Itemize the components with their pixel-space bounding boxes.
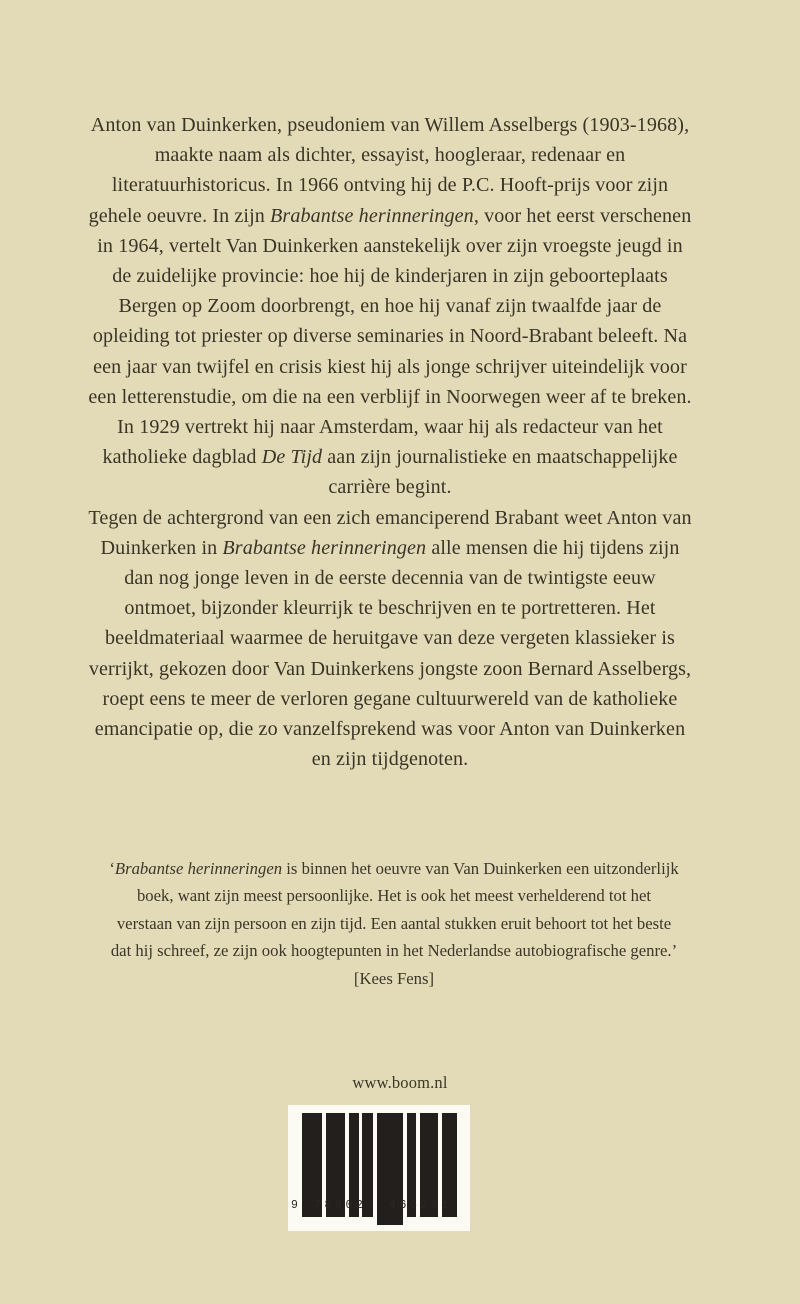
barcode-left-group: 789024 <box>314 1199 378 1212</box>
barcode-right-group: 466201 <box>389 1199 453 1212</box>
blurb-p1-text-2: , voor het eerst verschenen in 1964, vertelt Van Duinkerken aanstekelijk over zijn vroegste jeugd in de zuidelijke provincie: hoe hij de kinderjaren in zijn geboorteplaats Bergen op Zoom doorbrengt, en hoe hij vanaf zijn twaalfde jaar de opleiding tot priester op diverse seminaries in Noord-Brabant beleeft. Na een jaar van twijfel en crisis kiest hij als jonge schrijver uiteindelijk voor een letterenstudie, om die na een verblijf in Noorwegen weer af te breken. In 1929 vertrekt hij naar Amsterdam, waar hij als redacteur van het katholieke dagblad <box>88 204 692 469</box>
blurb-text-block <box>88 110 692 774</box>
blurb-p1-text-3: aan zijn journalistieke en maatschappelijke carrière begint. <box>322 446 678 499</box>
blurb-p2-text-1: Tegen de achtergrond van een zich emanciperend Brabant weet Anton van Duinkerken in <box>88 506 692 559</box>
publisher-website[interactable]: www.boom.nl <box>352 1073 448 1092</box>
isbn-barcode <box>288 1105 470 1231</box>
blurb-p1-text-1: Anton van Duinkerken, pseudoniem van Willem Asselbergs (1903-1968), maakte naam als dichter, essayist, hoogleraar, redenaar en literatuurhistoricus. In 1966 ontving hij de P.C. Hooft-prijs voor zijn gehele oeuvre. In zijn <box>88 114 690 227</box>
review-quote-block <box>108 855 679 992</box>
review-quote <box>108 855 679 992</box>
book-title-mention-2: Brabantse herinneringen <box>222 536 427 559</box>
blurb-p2-text-2: alle mensen die hij tijdens zijn dan nog jonge leven in de eerste decennia van de twintigste eeuw ontmoet, bijzonder kleurrijk te beschrijven en te portretteren. Het beeldmateriaal waarmee de heruitgave van deze vergeten klassieker is verrijkt, gekozen door Van Duinkerkens jongste zoon Bernard Asselbergs, roept eens te meer de verloren gegane cultuurwereld van de katholieke emancipatie op, die zo vanzelfsprekend was voor Anton van Duinkerken en zijn tijdgenoten. <box>88 536 692 771</box>
quote-open-mark: ‘ <box>109 859 115 878</box>
quote-book-title: Brabantse herinneringen <box>114 859 283 878</box>
barcode-digits <box>288 1199 470 1221</box>
book-title-mention-1: Brabantse herinneringen <box>270 204 474 227</box>
newspaper-title-mention: De Tijd <box>261 446 323 469</box>
blurb-paragraph-2 <box>88 503 692 775</box>
blurb-paragraph-1 <box>88 110 692 503</box>
quote-body-text: is binnen het oeuvre van Van Duinkerken een uitzonderlijk boek, want zijn meest persoonlijke. Het is ook het meest verhelderend tot het verstaan van zijn persoon en zijn tijd. Een aantal stukken eruit behoort tot het beste dat hij schreef, ze zijn ook hoogtepunten in het Nederlandse autobiografische genre.’ [Kees Fens] <box>110 859 679 988</box>
barcode-lead-digit: 9 <box>291 1199 299 1212</box>
